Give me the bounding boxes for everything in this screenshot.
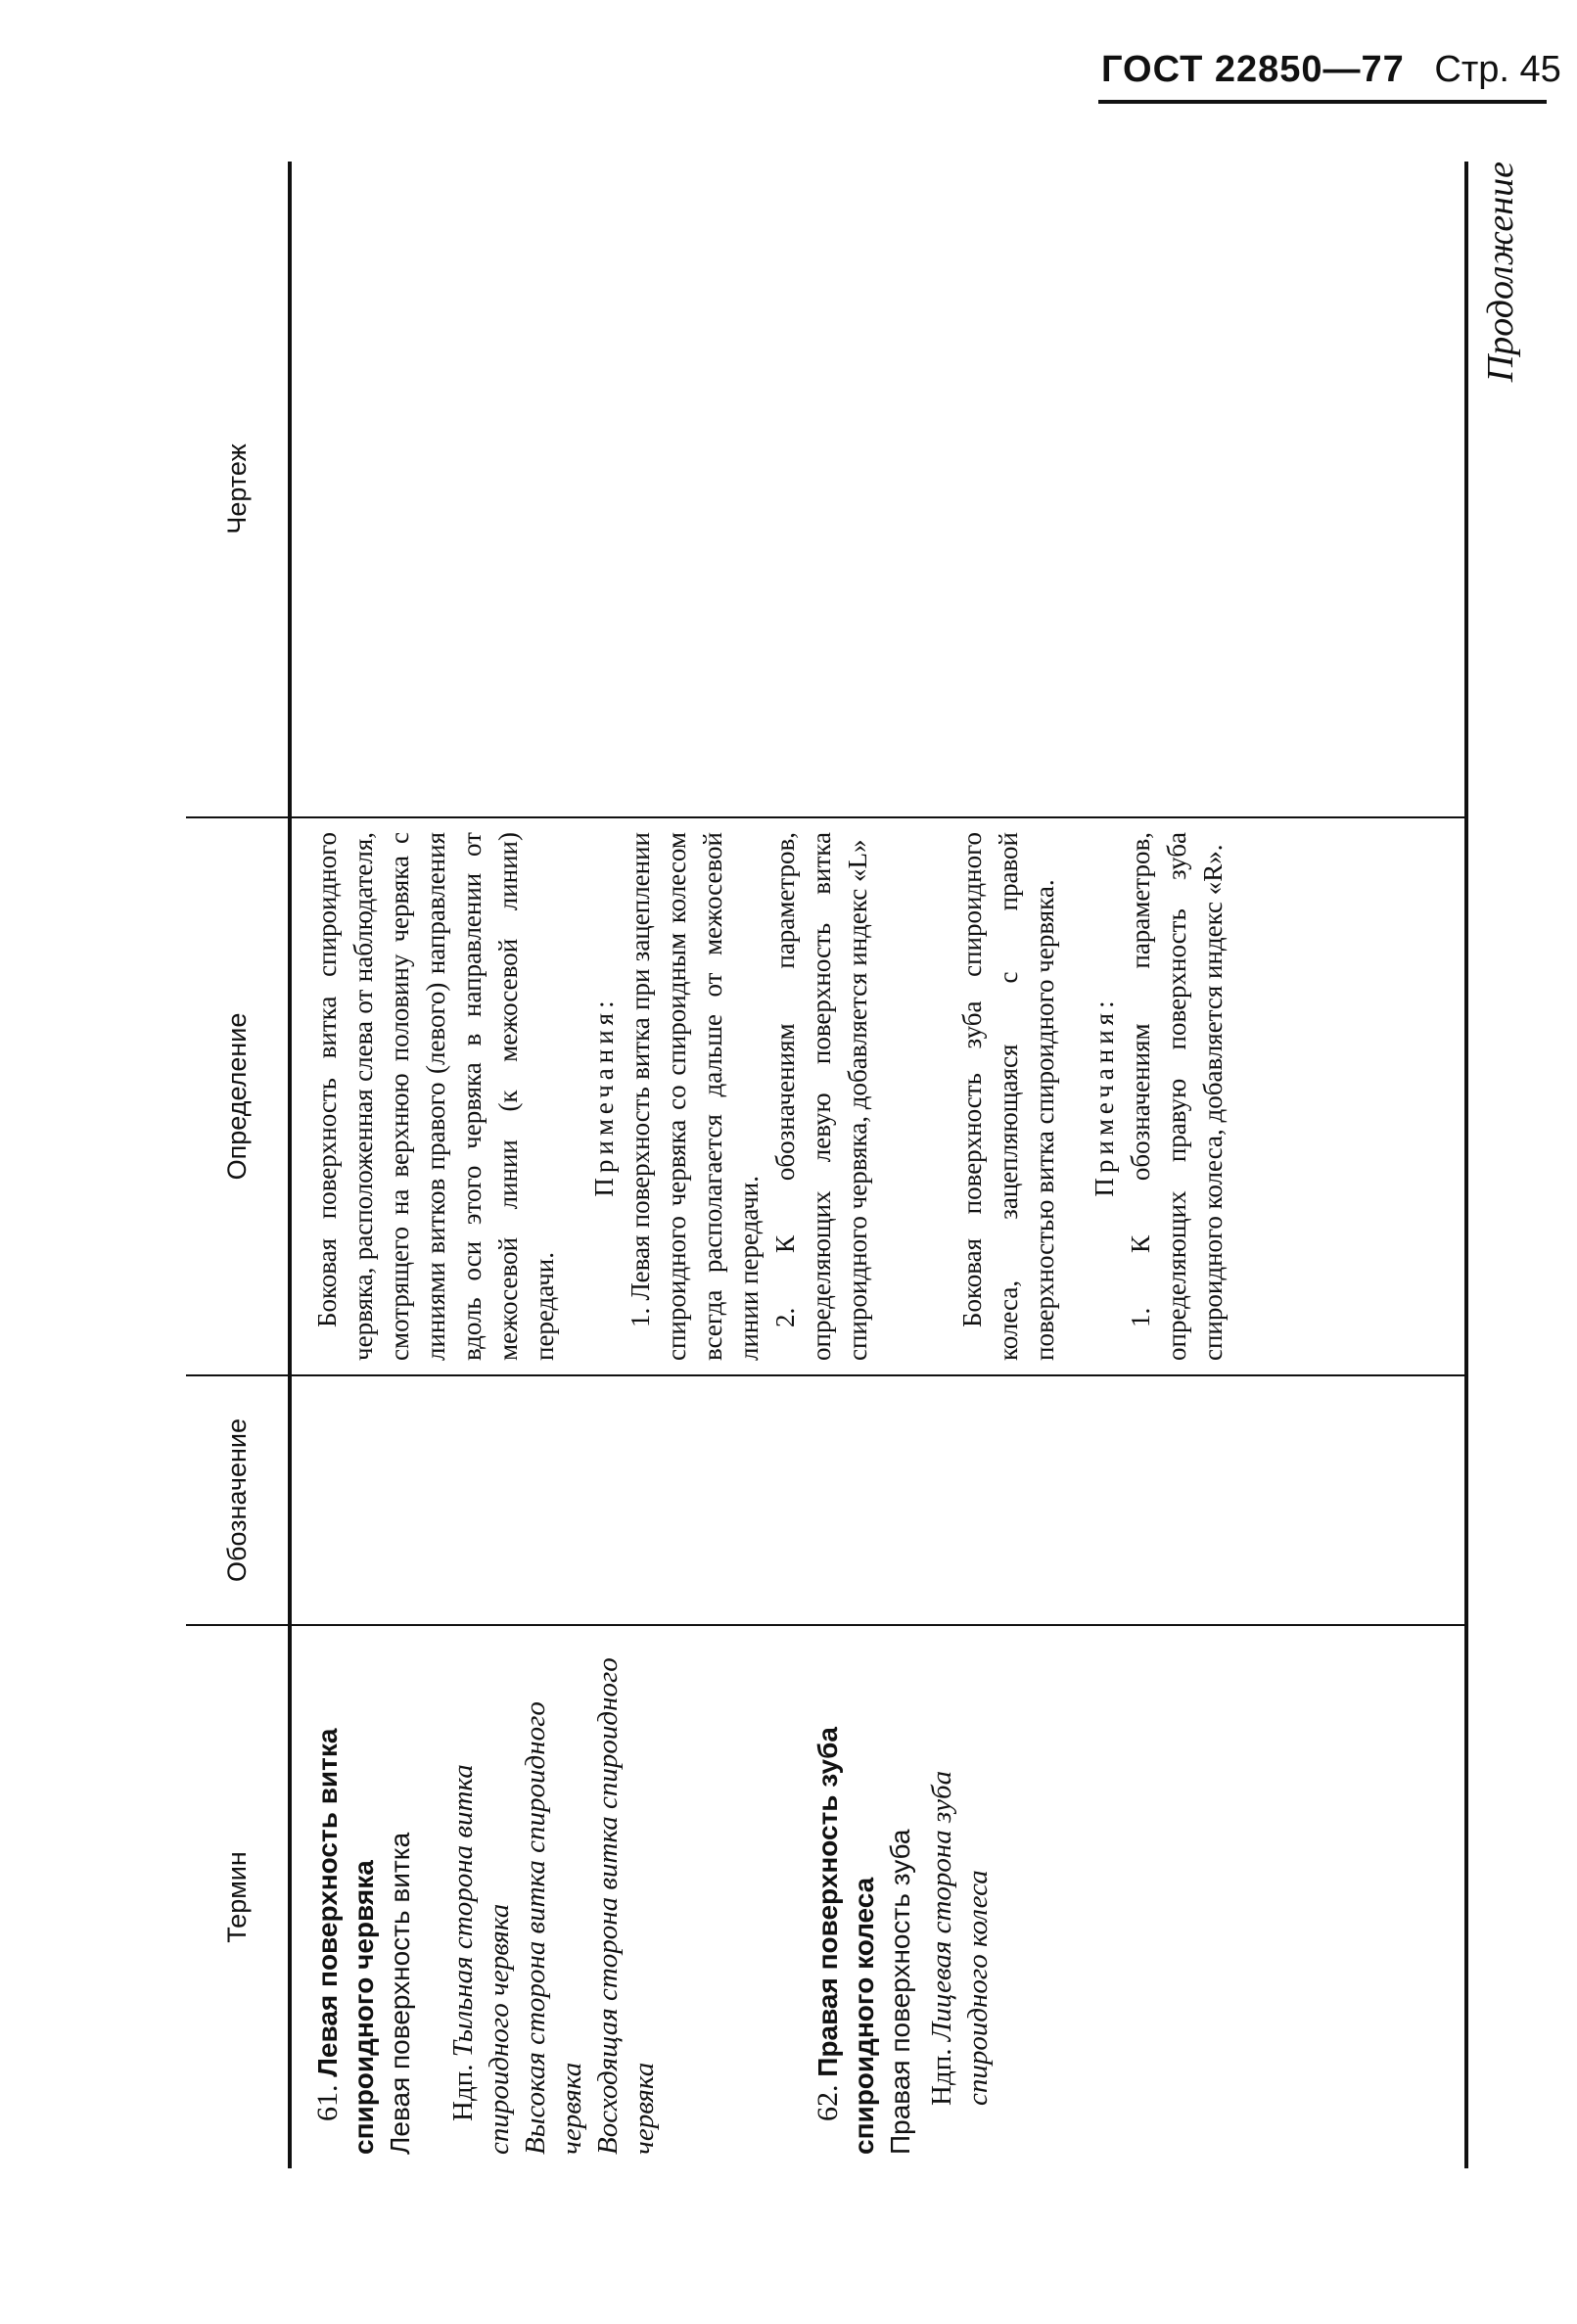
notes-title: Примечания: — [1090, 996, 1119, 1197]
ndp-term: Восходящая сторона витка спироидного червяка — [592, 1657, 660, 2155]
continuation-label: Продолжение — [1480, 162, 1521, 383]
definition-text: Боковая поверхность зуба спироидного колеса, зацепляющаяся с правой поверхностью витка спироидного червяка. — [957, 832, 1059, 1361]
table-body-row — [290, 162, 1466, 2168]
page-number: Стр. 45 — [1434, 49, 1561, 90]
column-header-drawing: Чертеж — [186, 162, 290, 817]
ndp-label: Ндп. — [447, 2064, 479, 2121]
column-header-definition: Определение — [186, 817, 290, 1375]
term-title: Левая поверхность витка спироидного червяка — [312, 1728, 379, 2155]
column-header-term: Термин — [186, 1625, 290, 2168]
term-entry-62 — [810, 1640, 997, 2155]
term-ndp — [924, 1640, 997, 2106]
term-number: 61. — [311, 2084, 344, 2121]
page-header — [1101, 49, 1561, 91]
header-rule — [1098, 100, 1547, 104]
drawing-cell — [290, 162, 1466, 817]
term-synonym: Правая поверхность зуба — [885, 1829, 915, 2155]
notes-title: Примечания: — [589, 996, 619, 1197]
column-header-designation: Обозначение — [186, 1375, 290, 1625]
term-number: 62. — [812, 2084, 844, 2121]
term-title: Правая поверхность зуба спироидного колеса — [812, 1727, 879, 2155]
term-ndp — [445, 1640, 518, 2155]
designation-cell — [290, 1375, 1466, 1625]
definition-text: Боковая поверхность витка спироидного червяка, расположенная слева от наблюдателя, смотрящего на верхнюю половину червяка с линиями витков правого (левого) направления вдоль оси этого червяка в направлении от межосевой линии (к межосевой линии) передачи. — [312, 832, 559, 1361]
ndp-term: Высокая сторона витка спироидного червяка — [520, 1701, 587, 2155]
ndp-term: Тыльная сторона витка спироидного червяка — [447, 1764, 515, 2155]
definition-entry-61 — [309, 832, 876, 1361]
terms-table — [186, 162, 1468, 2168]
definition-entry-62 — [954, 832, 1231, 1361]
note-item: 1. К обозначениям параметров, определяющих правую поверхность зуба спироидного колеса, добавляется индекс «R». — [1126, 832, 1228, 1361]
ndp-label: Ндп. — [926, 2048, 957, 2106]
note-item: 2. К обозначениям параметров, определяющих левую поверхность витка спироидного червяка, добавляется индекс «L» — [770, 832, 872, 1361]
definition-cell — [290, 817, 1466, 1375]
term-cell — [290, 1625, 1466, 2168]
ndp-term: Лицевая сторона зуба спироидного колеса — [926, 1770, 994, 2106]
note-item: 1. Левая поверхность витка при зацеплении спироидного червяка со спироидным колесом всегда располагается дальше от межосевой линии передачи. — [626, 832, 764, 1361]
term-entry-61 — [309, 1640, 663, 2155]
table-header-row — [186, 162, 290, 2168]
standard-number: ГОСТ 22850—77 — [1101, 49, 1405, 90]
rotated-table-area — [186, 162, 1547, 2168]
term-synonym: Левая поверхность витка — [385, 1832, 415, 2155]
